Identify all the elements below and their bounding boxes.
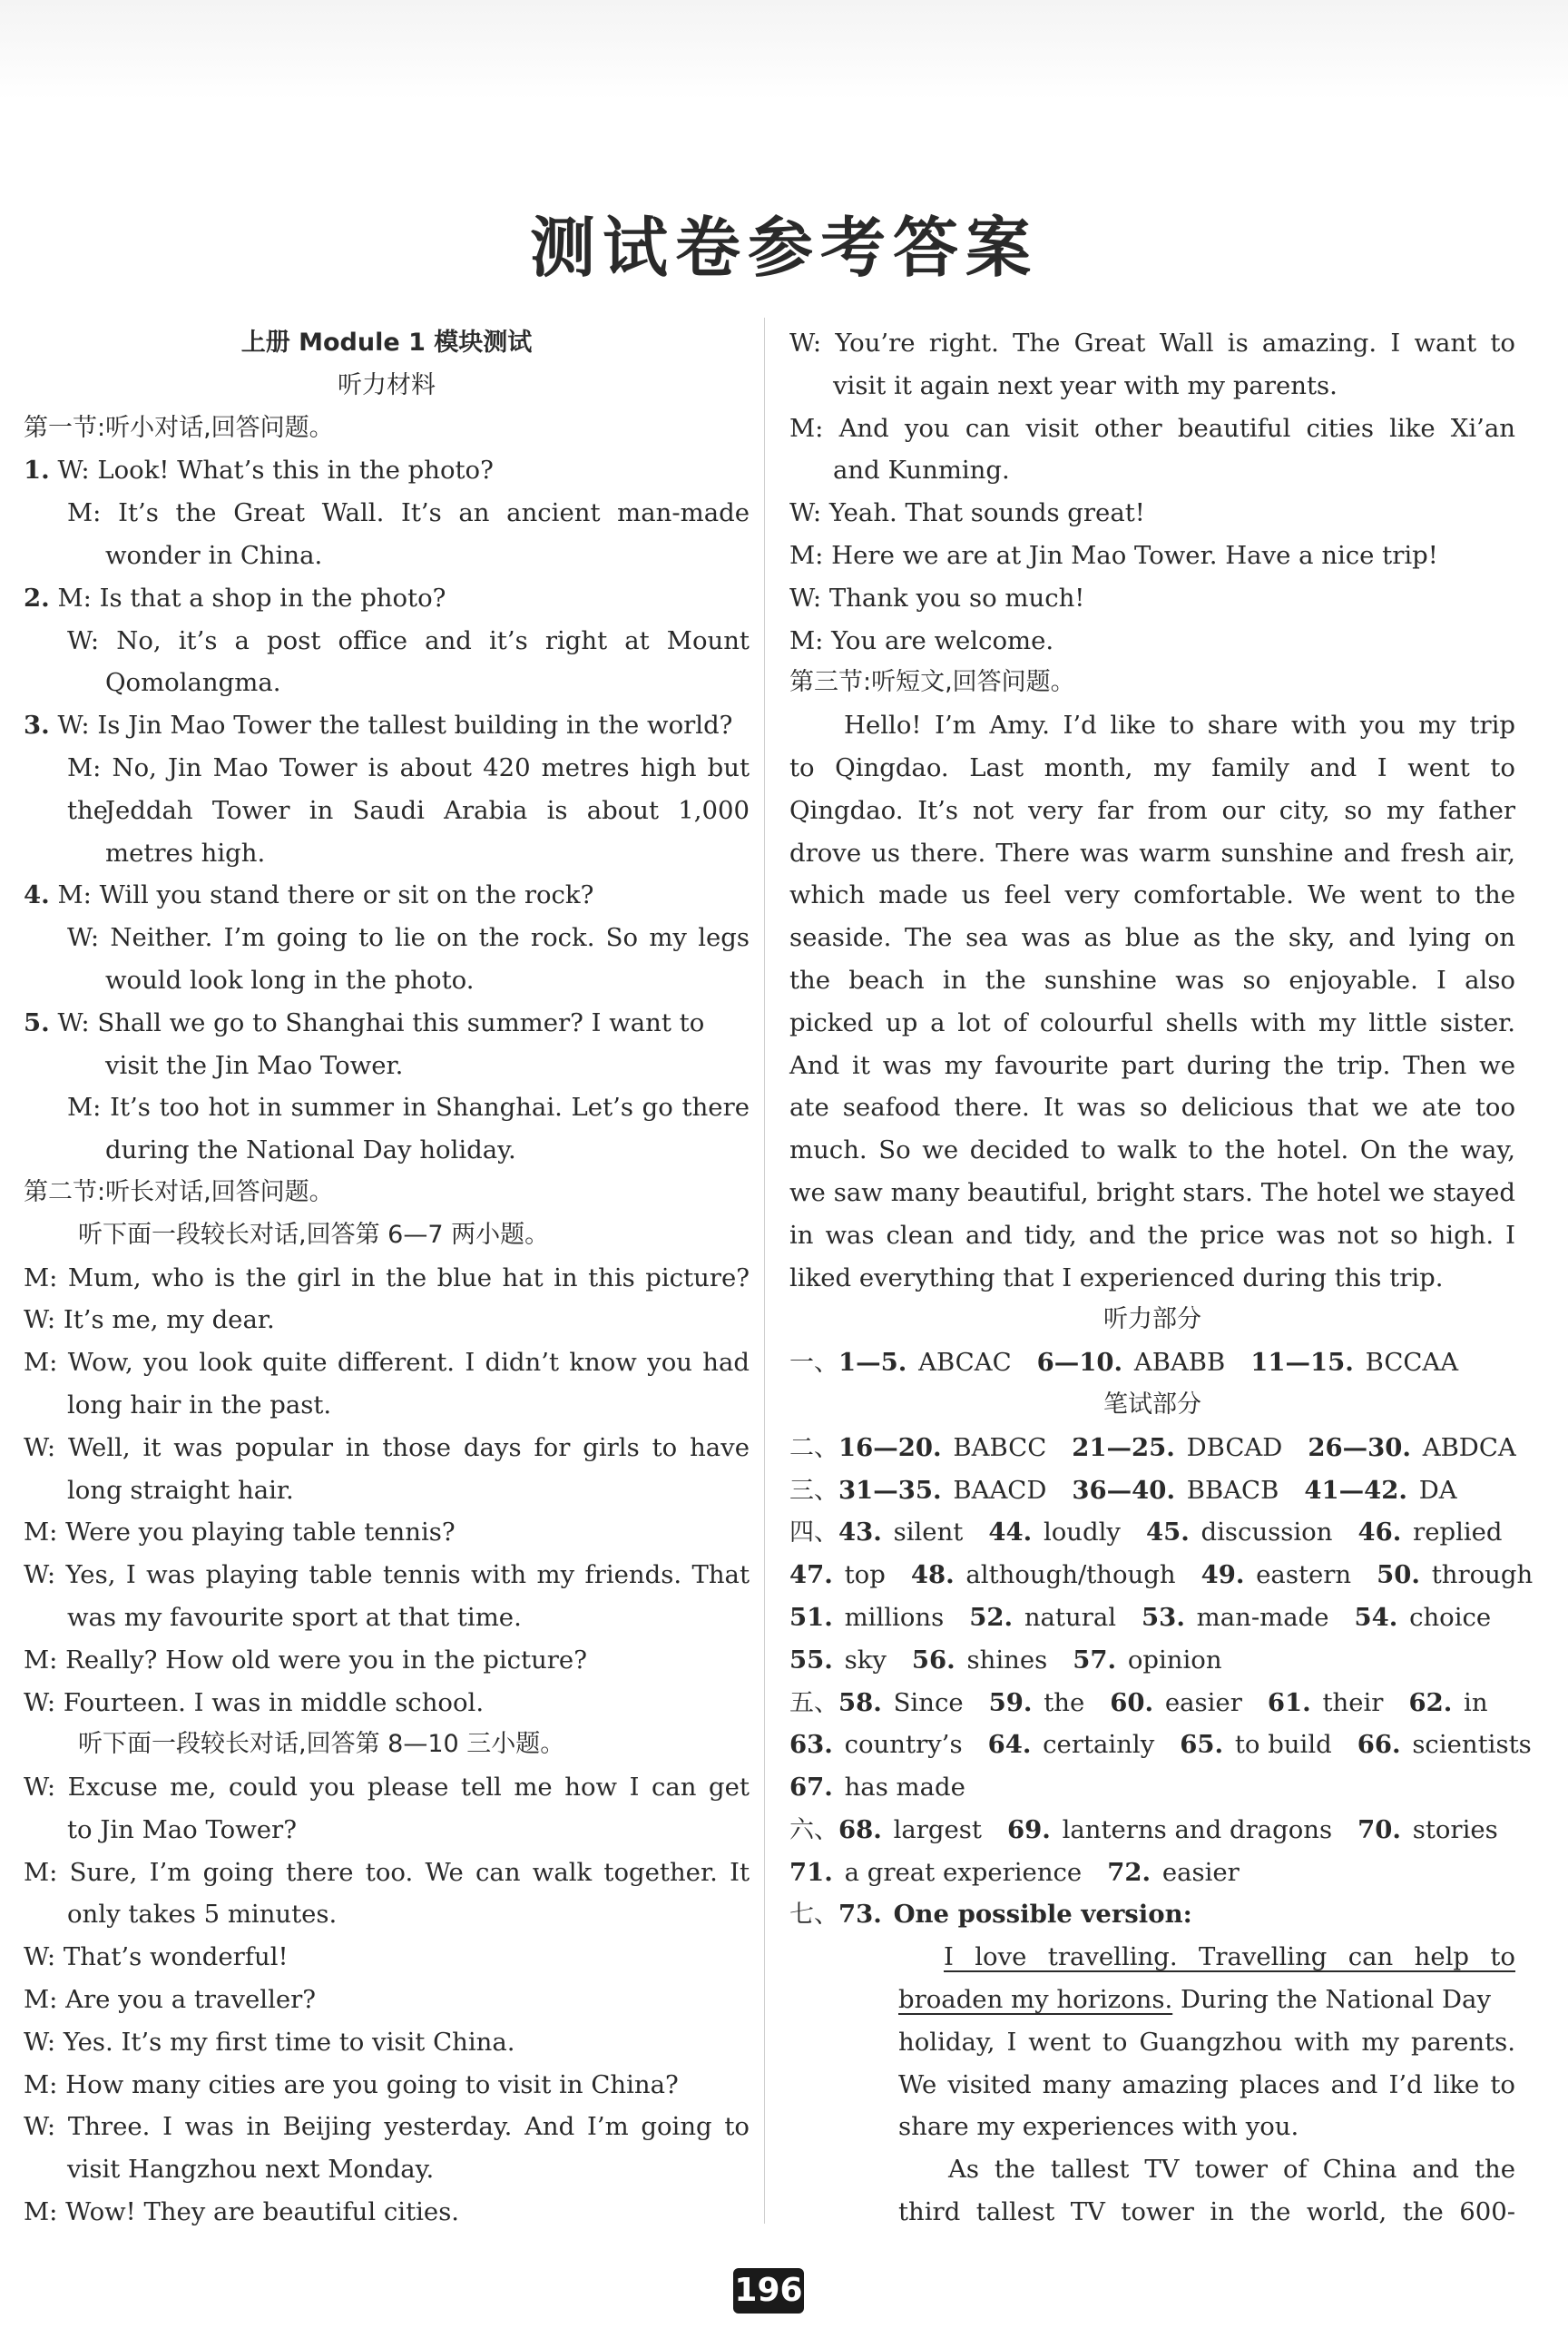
answer-range: 11—15.	[1250, 1348, 1354, 1378]
passage-line: in was clean and tidy, and the price was not so high. I	[789, 1220, 1515, 1250]
answer-row-7	[789, 1893, 1515, 1936]
q1-number: 1.	[24, 456, 50, 486]
passage-line: the beach in the sunshine was so enjoyable. I also	[789, 965, 1515, 995]
answer-number: 46.	[1357, 1518, 1402, 1547]
essay-text: I love travelling. Travelling can help to	[944, 1942, 1515, 1972]
q4-line3: would look long in the photo.	[105, 965, 475, 995]
passage-line: much. So we decided to walk to the hotel. On the way,	[789, 1135, 1515, 1165]
d1-line: was my favourite sport at that time.	[67, 1602, 522, 1632]
q5-number: 5.	[24, 1007, 50, 1037]
answer-value: BAACD	[953, 1475, 1047, 1505]
answer-row-4	[789, 1511, 1515, 1554]
column-divider	[764, 318, 765, 2224]
passage-line: Qingdao. It’s not very far from our city, so my father	[789, 795, 1515, 825]
d1-line: M: Wow, you look quite different. I didn’t know you had	[24, 1348, 750, 1378]
answer-value: certainly	[1043, 1730, 1155, 1760]
q3-line4: metres high.	[105, 838, 266, 868]
answer-row-1	[789, 1341, 1515, 1384]
d2-line: W: Excuse me, could you please tell me how I can get	[24, 1773, 750, 1803]
q4-number: 4.	[24, 880, 50, 910]
answer-value: lanterns and dragons	[1062, 1814, 1333, 1844]
answer-value: opinion	[1127, 1645, 1222, 1675]
q4-text1: M: Will you stand there or sit on the rock?	[57, 880, 594, 910]
answer-value: through	[1431, 1560, 1534, 1590]
passage-line: we saw many beautiful, bright stars. The hotel we stayed	[789, 1177, 1515, 1207]
listening-material-heading: 听力材料	[338, 370, 436, 399]
answer-value: sky	[844, 1645, 887, 1675]
d2-line: only takes 5 minutes.	[67, 1900, 338, 1930]
answer-part-label: 二、	[789, 1433, 838, 1462]
q3-line3: Jeddah Tower in Saudi Arabia is about 1,000	[105, 795, 750, 825]
answer-number: 68.	[838, 1814, 882, 1844]
answer-number: 49.	[1200, 1560, 1245, 1590]
left-column	[24, 322, 750, 2234]
essay-line: share my experiences with you.	[898, 2112, 1299, 2142]
d1-line: W: Yes, I was playing table tennis with my friends. That	[24, 1560, 750, 1590]
answer-part-label: 七、	[789, 1901, 838, 1930]
answer-number: 52.	[969, 1602, 1014, 1632]
q5-line1	[24, 1002, 750, 1045]
answer-value: easier	[1161, 1857, 1240, 1887]
d2-cont-line: W: Yeah. That sounds great!	[789, 498, 1145, 528]
d1-line: long straight hair.	[67, 1475, 294, 1505]
essay-line	[789, 1936, 1515, 1979]
answer-value: in	[1464, 1687, 1488, 1717]
answer-value: discussion	[1200, 1518, 1333, 1547]
d1-line: M: Really? How old were you in the picture?	[24, 1645, 587, 1675]
answer-number: 67.	[789, 1773, 833, 1803]
answer-number: 57.	[1073, 1645, 1117, 1675]
section-3-heading: 第三节:听短文,回答问题。	[789, 668, 1075, 697]
answer-value: country’s	[844, 1730, 963, 1760]
q2-line1	[24, 577, 750, 620]
d1-line: M: Were you playing table tennis?	[24, 1518, 456, 1547]
answer-value: silent	[893, 1518, 964, 1547]
answer-value: to build	[1234, 1730, 1332, 1760]
d2-line: W: Three. I was in Beijing yesterday. And I’m going to	[24, 2112, 750, 2142]
passage-line: liked everything that I experienced during this trip.	[789, 1262, 1444, 1292]
passage-line: which made us feel very comfortable. We went to the	[789, 880, 1515, 910]
answer-value: choice	[1409, 1602, 1492, 1632]
answer-number: 48.	[910, 1560, 955, 1590]
d2-cont-line: W: Thank you so much!	[789, 583, 1085, 613]
answer-row-3	[789, 1469, 1515, 1512]
d1-line: W: It’s me, my dear.	[24, 1305, 275, 1335]
answer-number: 69.	[1006, 1814, 1051, 1844]
answer-value: ABABB	[1133, 1348, 1226, 1378]
answer-value: replied	[1413, 1518, 1503, 1547]
answer-number: 50.	[1377, 1560, 1420, 1590]
answer-number: 65.	[1180, 1730, 1224, 1760]
answer-value: top	[844, 1560, 886, 1590]
answer-number: 59.	[988, 1687, 1033, 1717]
answer-row-4d	[789, 1639, 1515, 1682]
d1-line: W: Fourteen. I was in middle school.	[24, 1687, 485, 1717]
answer-row-2	[789, 1427, 1515, 1469]
answer-value: millions	[844, 1602, 945, 1632]
dialogue-2-intro: 听下面一段较长对话,回答第 8—10 三小题。	[78, 1730, 565, 1759]
d1-line: W: Well, it was popular in those days for girls to have	[24, 1432, 750, 1462]
q2-text1: M: Is that a shop in the photo?	[57, 583, 446, 613]
section-1-heading: 第一节:听小对话,回答问题。	[24, 413, 334, 442]
answer-number: 62.	[1408, 1687, 1453, 1717]
q2-line3: Qomolangma.	[105, 668, 281, 698]
answer-value: DA	[1418, 1475, 1457, 1505]
q1-line3: wonder in China.	[105, 540, 323, 570]
q1-text1: W: Look! What’s this in the photo?	[57, 456, 494, 486]
d2-line: visit Hangzhou next Monday.	[67, 2155, 435, 2185]
answer-row-6	[789, 1809, 1515, 1852]
answer-value: Since	[893, 1687, 964, 1717]
answer-part-label: 三、	[789, 1476, 838, 1505]
passage-line: ate seafood there. It was so delicious that we ate too	[789, 1093, 1515, 1123]
essay-text: During the National Day	[1172, 1985, 1491, 2015]
answer-number: 60.	[1110, 1687, 1154, 1717]
answer-value: stories	[1412, 1814, 1498, 1844]
answer-value: BABCC	[953, 1432, 1047, 1462]
listening-part-heading: 听力部分	[1103, 1305, 1201, 1334]
q2-line2: W: No, it’s a post office and it’s right at Mount	[67, 625, 750, 655]
q5-line2: visit the Jin Mao Tower.	[105, 1050, 404, 1080]
answer-row-6b	[789, 1852, 1515, 1894]
answer-part-label: 四、	[789, 1518, 838, 1547]
q1-line1	[24, 449, 750, 492]
page-title: 测试卷参考答案	[529, 209, 1038, 286]
answer-number: 71.	[789, 1857, 833, 1887]
answer-value: largest	[893, 1814, 982, 1844]
d2-line: W: That’s wonderful!	[24, 1942, 289, 1972]
d1-line: long hair in the past.	[67, 1390, 332, 1420]
q3-line1	[24, 704, 750, 747]
answer-range: 16—20.	[838, 1432, 942, 1462]
answer-row-4b	[789, 1554, 1534, 1596]
answer-value: DBCAD	[1186, 1432, 1283, 1462]
essay-line: third tallest TV tower in the world, the 600-	[898, 2197, 1515, 2227]
answer-value: although/though	[965, 1560, 1176, 1590]
answer-range: 1—5.	[838, 1348, 907, 1378]
d2-cont-line: M: Here we are at Jin Mao Tower. Have a nice trip!	[789, 540, 1438, 570]
answer-number: 56.	[911, 1645, 956, 1675]
answer-row-5	[789, 1682, 1515, 1724]
answer-value: has made	[844, 1773, 965, 1803]
q4-line2: W: Neither. I’m going to lie on the rock. So my legs	[67, 923, 750, 953]
d1-line: M: Mum, who is the girl in the blue hat in this picture?	[24, 1262, 750, 1292]
answer-row-5c	[789, 1766, 1515, 1809]
d2-line: M: Are you a traveller?	[24, 1985, 317, 2015]
answer-number: 44.	[988, 1518, 1033, 1547]
answer-value: BBACB	[1186, 1475, 1279, 1505]
q1-line2: M: It’s the Great Wall. It’s an ancient man-made	[67, 498, 750, 528]
d2-cont-line: and Kunming.	[833, 456, 1010, 486]
answer-number: 73.	[838, 1900, 882, 1930]
d2-line: M: Wow! They are beautiful cities.	[24, 2197, 460, 2227]
answer-row-4c	[789, 1596, 1515, 1639]
answer-part-label: 六、	[789, 1815, 838, 1844]
answer-number: 45.	[1145, 1518, 1190, 1547]
d2-cont-line: W: You’re right. The Great Wall is amazing. I want to	[789, 329, 1515, 358]
d2-cont-line: M: And you can visit other beautiful cities like Xi’an	[789, 413, 1515, 443]
answer-number: 63.	[789, 1730, 833, 1760]
answer-number: 72.	[1107, 1857, 1152, 1887]
answer-value: ABDCA	[1422, 1432, 1516, 1462]
answer-value: shines	[966, 1645, 1048, 1675]
passage-line: seaside. The sea was as blue as the sky, and lying on	[789, 923, 1515, 953]
answer-value: their	[1322, 1687, 1384, 1717]
answer-value: loudly	[1043, 1518, 1121, 1547]
answer-range: 6—10.	[1036, 1348, 1123, 1378]
answer-number: 64.	[987, 1730, 1032, 1760]
answer-value: easier	[1164, 1687, 1242, 1717]
q5-line3: M: It’s too hot in summer in Shanghai. Let’s go there	[67, 1093, 750, 1123]
answer-number: 43.	[838, 1518, 882, 1547]
d2-cont-line: M: You are welcome.	[789, 625, 1054, 655]
answer-number: 70.	[1357, 1814, 1401, 1844]
answer-range: 36—40.	[1072, 1475, 1176, 1505]
q4-line1	[24, 874, 750, 917]
writing-part-heading: 笔试部分	[1103, 1390, 1201, 1419]
answer-row-5b	[789, 1724, 1532, 1766]
answer-part-label: 一、	[789, 1349, 838, 1378]
answer-number: 54.	[1354, 1602, 1398, 1632]
answer-part-label: 五、	[789, 1688, 838, 1717]
essay-text-underlined: broaden my horizons.	[898, 1985, 1173, 2015]
answer-number: 47.	[789, 1560, 833, 1590]
d2-cont-line: visit it again next year with my parents.	[833, 370, 1338, 400]
d2-line: to Jin Mao Tower?	[67, 1814, 297, 1844]
answer-value: the	[1044, 1687, 1085, 1717]
answer-range: 21—25.	[1072, 1432, 1175, 1462]
answer-value: a great experience	[844, 1857, 1083, 1887]
q5-text1: W: Shall we go to Shanghai this summer? I want to	[57, 1007, 705, 1037]
essay-line: As the tallest TV tower of China and the	[948, 2155, 1515, 2185]
answer-number: 51.	[789, 1602, 833, 1632]
essay-label: One possible version:	[893, 1900, 1192, 1930]
right-column	[789, 322, 1534, 2234]
d2-line: M: How many cities are you going to visit in China?	[24, 2069, 679, 2099]
page-number-badge: 196	[733, 2268, 804, 2314]
q3-line2: M: No, Jin Mao Tower is about 420 metres high but the	[67, 752, 750, 825]
essay-line	[789, 1979, 1515, 2021]
answer-number: 58.	[838, 1687, 882, 1717]
d2-line: M: Sure, I’m going there too. We can walk together. It	[24, 1857, 750, 1887]
answer-value: scientists	[1412, 1730, 1532, 1760]
answer-value: eastern	[1256, 1560, 1352, 1590]
answer-value: ABCAC	[918, 1348, 1012, 1378]
answer-number: 53.	[1142, 1602, 1185, 1632]
passage-line: to Qingdao. Last month, my family and I went to	[789, 752, 1515, 782]
passage-line: picked up a lot of colourful shells with my little sister.	[789, 1007, 1515, 1037]
q5-line4: during the National Day holiday.	[105, 1135, 516, 1165]
essay-line: holiday, I went to Guangzhou with my parents.	[898, 2027, 1515, 2057]
passage-line: Hello! I’m Amy. I’d like to share with you my trip	[844, 711, 1515, 741]
passage-line: drove us there. There was warm sunshine and fresh air,	[789, 838, 1515, 868]
answer-range: 26—30.	[1308, 1432, 1411, 1462]
passage-line: And it was my favourite part during the trip. Then we	[789, 1050, 1515, 1080]
dialogue-1-intro: 听下面一段较长对话,回答第 6—7 两小题。	[78, 1220, 550, 1249]
q3-text1: W: Is Jin Mao Tower the tallest building in the world?	[57, 711, 733, 741]
answer-number: 66.	[1357, 1730, 1401, 1760]
q3-number: 3.	[24, 711, 50, 741]
essay-line: We visited many amazing places and I’d like to	[898, 2069, 1515, 2099]
answer-range: 31—35.	[838, 1475, 942, 1505]
d2-line: W: Yes. It’s my first time to visit China.	[24, 2027, 515, 2057]
top-shadow-band	[0, 0, 1568, 100]
answer-range: 41—42.	[1304, 1475, 1407, 1505]
answer-value: BCCAA	[1365, 1348, 1459, 1378]
answer-value: man-made	[1196, 1602, 1329, 1632]
q2-number: 2.	[24, 583, 50, 613]
answer-number: 55.	[789, 1645, 833, 1675]
answer-number: 61.	[1267, 1687, 1311, 1717]
section-2-heading: 第二节:听长对话,回答问题。	[24, 1177, 334, 1206]
answer-value: natural	[1024, 1602, 1117, 1632]
module-heading: 上册 Module 1 模块测试	[240, 329, 533, 357]
